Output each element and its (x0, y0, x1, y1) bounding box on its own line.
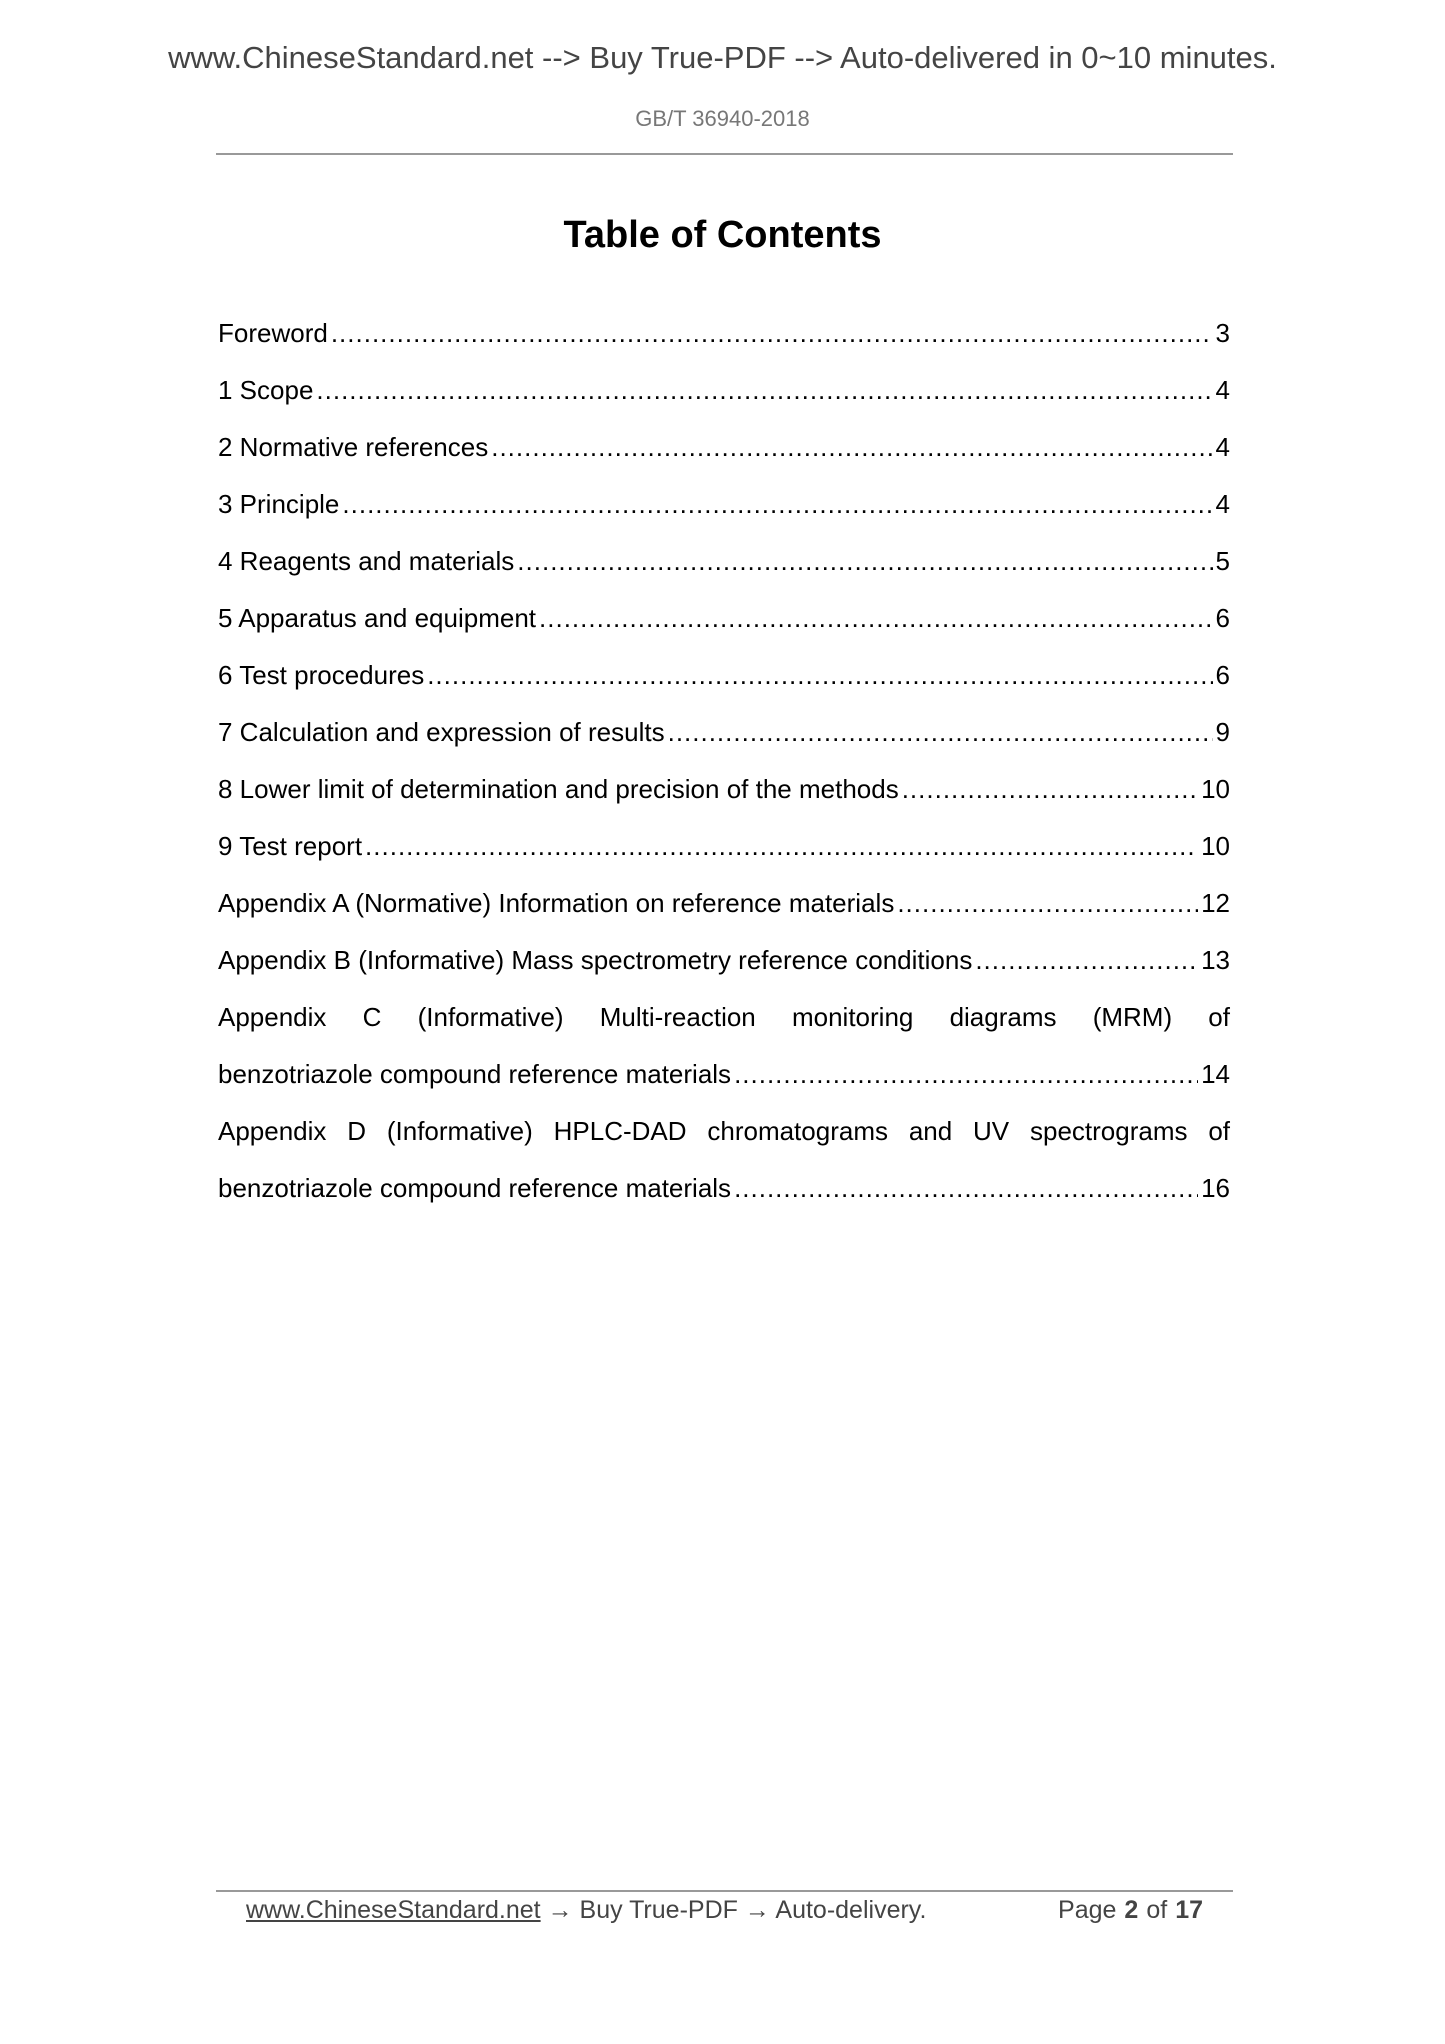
toc-entry[interactable] (218, 590, 1230, 647)
toc-entry-label: Foreword (218, 318, 328, 348)
dot-leader (331, 305, 1213, 362)
table-of-contents (218, 305, 1230, 1217)
toc-entry-label: 8 Lower limit of determination and precision of the methods (218, 774, 899, 804)
toc-entry-page: 4 (1215, 489, 1230, 519)
page-word: Page (1058, 1896, 1117, 1924)
toc-entry[interactable] (218, 761, 1230, 818)
footer-text: → Buy True-PDF → Auto-delivery. (540, 1896, 927, 1924)
page-total: 17 (1175, 1896, 1203, 1924)
toc-entry[interactable] (218, 533, 1230, 590)
dot-leader (342, 476, 1212, 533)
toc-entry[interactable] (218, 647, 1230, 704)
document-id: GB/T 36940-2018 (635, 106, 810, 131)
toc-entry-label: Appendix B (Informative) Mass spectrometry reference conditions (218, 945, 973, 975)
dot-leader (734, 1160, 1198, 1217)
toc-entry[interactable] (218, 305, 1230, 362)
toc-entry-label: benzotriazole compound reference materials (218, 1173, 732, 1203)
toc-entry-page: 6 (1215, 660, 1230, 690)
of-word: of (1146, 1896, 1168, 1924)
dot-leader (427, 647, 1212, 704)
toc-entry-page: 3 (1215, 318, 1230, 348)
toc-entry[interactable] (218, 476, 1230, 533)
dot-leader (365, 818, 1198, 875)
footer-link[interactable]: www.ChineseStandard.net (246, 1896, 541, 1924)
toc-entry-label: 2 Normative references (218, 432, 489, 462)
toc-entry-label: 3 Principle (218, 489, 340, 519)
toc-entry-page: 16 (1201, 1173, 1230, 1203)
toc-entry-label: 1 Scope (218, 375, 314, 405)
toc-entry-page: 14 (1201, 1059, 1230, 1089)
dot-leader (668, 704, 1213, 761)
toc-entry-page: 12 (1201, 888, 1230, 918)
toc-entry-page: 5 (1215, 546, 1230, 576)
header-banner: www.ChineseStandard.net --> Buy True-PDF --> Auto-delivered in 0~10 minutes. (168, 40, 1277, 75)
toc-entry[interactable] (218, 704, 1230, 761)
dot-leader (975, 932, 1198, 989)
dot-leader (491, 419, 1212, 476)
dot-leader (539, 590, 1213, 647)
dot-leader (902, 761, 1198, 818)
toc-entry-page: 9 (1215, 717, 1230, 747)
dot-leader (316, 362, 1212, 419)
page-indicator (1058, 1896, 1211, 1925)
toc-entry-label: 7 Calculation and expression of results (218, 717, 665, 747)
dot-leader (734, 1046, 1198, 1103)
toc-entry-label: benzotriazole compound reference materials (218, 1059, 732, 1089)
toc-entry[interactable] (218, 932, 1230, 989)
toc-entry[interactable] (218, 1160, 1230, 1217)
footer-divider (216, 1890, 1233, 1892)
toc-entry-label: 4 Reagents and materials (218, 546, 515, 576)
toc-entry[interactable] (218, 875, 1230, 932)
toc-entry-label: 5 Apparatus and equipment (218, 603, 537, 633)
footer (246, 1896, 1211, 1925)
toc-entry[interactable] (218, 419, 1230, 476)
toc-entry-line1[interactable]: Appendix C (Informative) Multi-reaction monitoring diagrams (MRM) of (218, 1002, 1230, 1032)
dot-leader (517, 533, 1212, 590)
toc-entry-page: 10 (1201, 774, 1230, 804)
toc-entry-label: 6 Test procedures (218, 660, 425, 690)
toc-entry-page: 10 (1201, 831, 1230, 861)
toc-entry[interactable] (218, 818, 1230, 875)
dot-leader (897, 875, 1198, 932)
toc-entry-label: Appendix A (Normative) Information on reference materials (218, 888, 895, 918)
header-divider (216, 153, 1233, 155)
toc-entry[interactable] (218, 362, 1230, 419)
page-current: 2 (1124, 1896, 1139, 1924)
toc-entry-page: 4 (1215, 375, 1230, 405)
toc-entry-page: 6 (1215, 603, 1230, 633)
toc-entry-page: 4 (1215, 432, 1230, 462)
toc-entry-label: 9 Test report (218, 831, 363, 861)
toc-entry-page: 13 (1201, 945, 1230, 975)
toc-entry-line1[interactable]: Appendix D (Informative) HPLC-DAD chromatograms and UV spectrograms of (218, 1116, 1230, 1146)
toc-entry[interactable] (218, 1046, 1230, 1103)
page-title: Table of Contents (563, 214, 882, 256)
